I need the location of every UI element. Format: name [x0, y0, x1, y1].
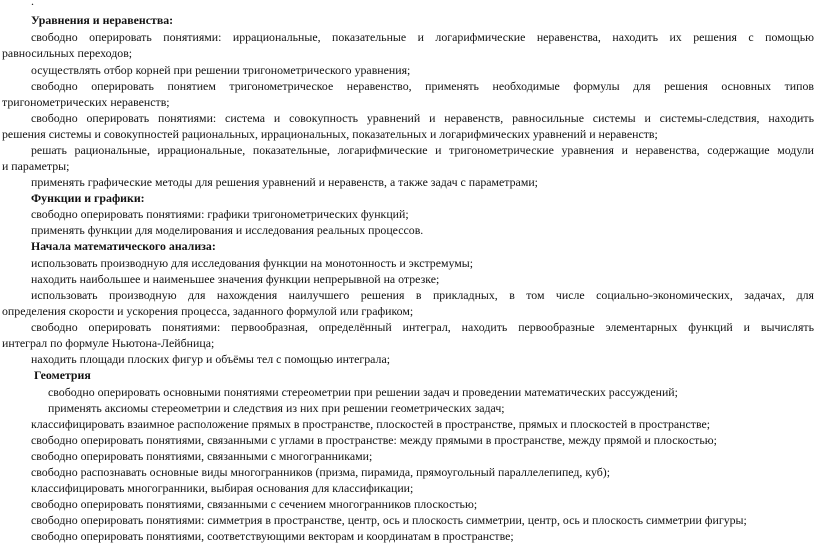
equations-item-4-cont: решения системы и совокупностей рациональных, иррациональных, показательных и логарифмических уравнений и неравенств; — [2, 126, 658, 141]
geometry-item-3: классифицировать взаимное расположение прямых в пространстве, плоскостей в пространстве, прямых и плоскостей в пространстве; — [31, 416, 711, 431]
geometry-item-1: свободно оперировать основными понятиями стереометрии при решении задач и проведении математических рассуждений; — [48, 384, 678, 399]
equations-item-3-cont: тригонометрических неравенств; — [2, 94, 170, 109]
functions-item-2: применять функции для моделирования и исследования реальных процессов. — [31, 223, 424, 237]
geometry-item-6: свободно распознавать основные виды многогранников (призма, пирамида, прямоугольный параллелепипед, куб); — [31, 465, 611, 479]
geometry-item-5: свободно оперировать понятиями, связанными с многогранниками; — [31, 449, 373, 463]
heading-analysis: Начала математического анализа: — [31, 239, 216, 253]
geometry-item-4: свободно оперировать понятиями, связанными с углами в пространстве: между прямыми в пространстве, между прямой и плоскостью; — [31, 433, 717, 447]
analysis-item-2: находить наибольшее и наименьшее значения функции непрерывной на отрезке; — [31, 271, 440, 286]
geometry-item-8: свободно оперировать понятиями, связанными с сечением многогранников плоскостью; — [31, 497, 478, 511]
analysis-item-3-cont: определения скорости и ускорения процесса, заданного формулой или графиком; — [2, 304, 414, 318]
equations-item-5-cont: и параметры; — [2, 158, 70, 173]
heading-geometry: Геометрия — [34, 368, 91, 382]
equations-item-4: свободно оперировать понятиями: система и совокупность уравнений и неравенств, равносильные системы и системы-следствия, находить — [31, 110, 814, 125]
equations-item-3: свободно оперировать понятием тригонометрическое неравенство, применять необходимые формулы для решения основных типов — [31, 78, 814, 93]
geometry-item-2: применять аксиомы стереометрии и следствия из них при решении геометрических задач; — [48, 400, 505, 415]
equations-item-1-cont: равносильных переходов; — [2, 46, 133, 60]
analysis-item-5: находить площади плоских фигур и объёмы тел с помощью интеграла; — [31, 352, 391, 366]
analysis-item-4: свободно оперировать понятиями: первообразная, определённый интеграл, находить первообразные элементарных функций и вычислять — [31, 320, 814, 334]
geometry-item-10: свободно оперировать понятиями, соответствующими векторам и координатам в пространстве; — [31, 529, 514, 543]
top-mark: . — [31, 0, 34, 8]
geometry-item-9: свободно оперировать понятиями: симметрия в пространстве, центр, ось и плоскость симметрии, центр, ось и плоскость симметрии фигуры; — [31, 513, 747, 527]
analysis-item-4-cont: интеграл по формуле Ньютона-Лейбница; — [2, 336, 215, 350]
equations-item-5: решать рациональные, иррациональные, показательные, логарифмические и тригонометрические уравнения и неравенства, содержащие модули — [31, 142, 814, 157]
functions-item-1: свободно оперировать понятиями: графики тригонометрических функций; — [31, 207, 409, 221]
equations-item-1: свободно оперировать понятиями: иррациональные, показательные и логарифмические неравенства, находить их решения с помощью — [31, 29, 814, 44]
equations-item-6: применять графические методы для решения уравнений и неравенств, а также задач с параметрами; — [31, 175, 538, 189]
analysis-item-3: использовать производную для нахождения наилучшего решения в прикладных, в том числе социально-экономических, задачах, для — [31, 287, 814, 302]
heading-functions: Функции и графики: — [31, 191, 145, 205]
analysis-item-1: использовать производную для исследования функции на монотонность и экстремумы; — [31, 255, 474, 270]
geometry-item-7: классифицировать многогранники, выбирая основания для классификации; — [31, 481, 414, 495]
heading-equations: Уравнения и неравенства: — [31, 13, 174, 27]
equations-item-2: осуществлять отбор корней при решении тригонометрического уравнения; — [31, 62, 411, 77]
